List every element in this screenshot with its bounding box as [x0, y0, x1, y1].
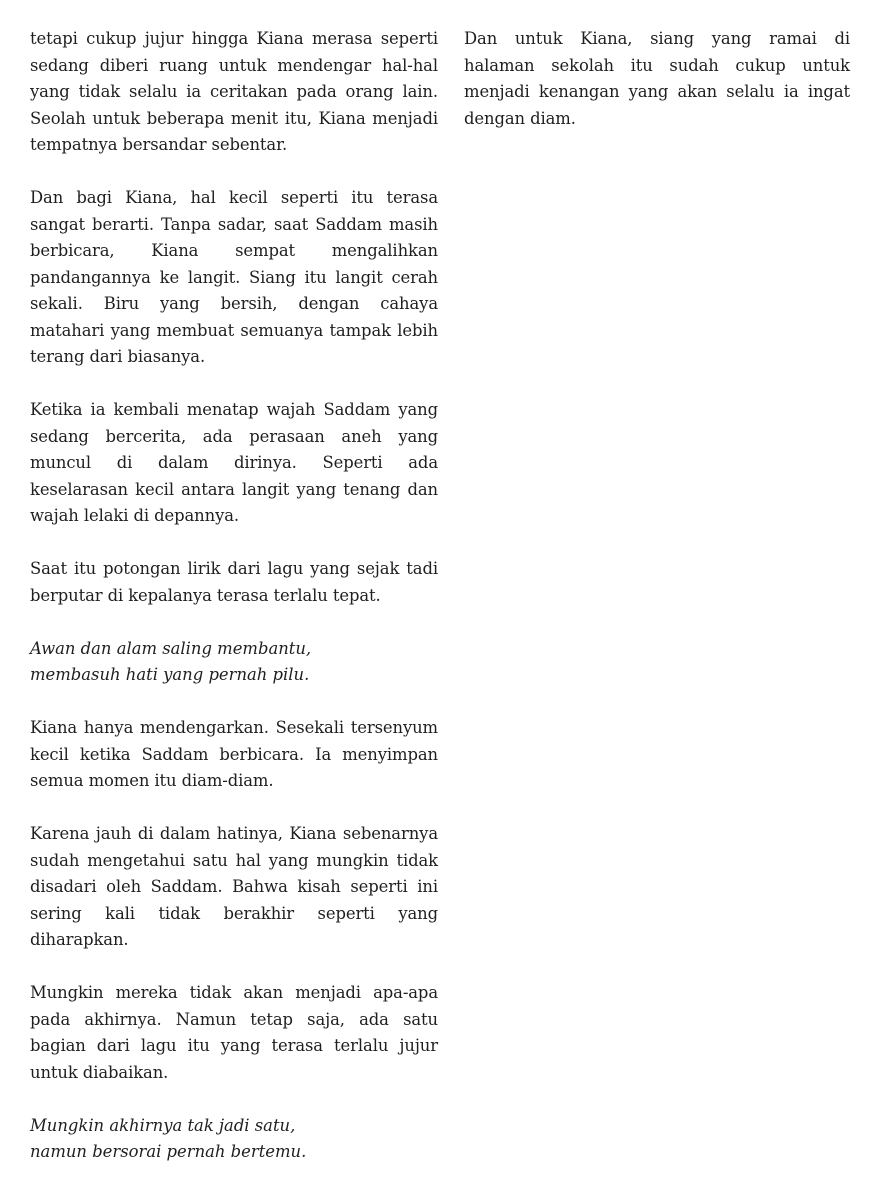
right-column: [464, 26, 850, 159]
left-column: [30, 26, 438, 1192]
paragraph: Ketika ia kembali menatap wajah Saddam yang sedang bercerita, ada perasaan aneh yang muncul di dalam dirinya. Seperti ada keselarasan kecil antara langit yang tenang dan wajah lelaki di depannya.: [30, 400, 438, 525]
paragraph: Saat itu potongan lirik dari lagu yang sejak tadi berputar di kepalanya terasa terlalu tepat.: [30, 559, 438, 605]
paragraph: Karena jauh di dalam hatinya, Kiana sebenarnya sudah mengetahui satu hal yang mungkin tidak disadari oleh Saddam. Bahwa kisah seperti ini sering kali tidak berakhir seperti yang diharapkan.: [30, 824, 438, 949]
lyric-line: namun bersorai pernah bertemu.: [30, 1142, 307, 1161]
paragraph: tetapi cukup jujur hingga Kiana merasa seperti sedang diberi ruang untuk mendengar hal-hal yang tidak selalu ia ceritakan pada orang lain. Seolah untuk beberapa menit itu, Kiana menjadi tempatnya bersandar sebentar.: [30, 29, 438, 154]
paragraph: Dan bagi Kiana, hal kecil seperti itu terasa sangat berarti. Tanpa sadar, saat Saddam masih berbicara, Kiana sempat mengalihkan pandangannya ke langit. Siang itu langit cerah sekali. Biru yang bersih, dengan cahaya matahari yang membuat semuanya tampak lebih terang dari biasanya.: [30, 188, 438, 366]
paragraph: Kiana hanya mendengarkan. Sesekali tersenyum kecil ketika Saddam berbicara. Ia menyimpan semua momen itu diam-diam.: [30, 718, 438, 790]
lyric-verse: [30, 1113, 438, 1166]
lyric-line: Mungkin akhirnya tak jadi satu,: [30, 1115, 296, 1135]
lyric-verse: [30, 636, 438, 689]
paragraph: Dan untuk Kiana, siang yang ramai di halaman sekolah itu sudah cukup untuk menjadi kenangan yang akan selalu ia ingat dengan diam.: [464, 29, 850, 128]
lyric-line: Awan dan alam saling membantu,: [30, 638, 312, 658]
lyric-line: membasuh hati yang pernah pilu.: [30, 665, 310, 684]
paragraph: Mungkin mereka tidak akan menjadi apa-apa pada akhirnya. Namun tetap saja, ada satu bagian dari lagu itu yang terasa terlalu jujur untuk diabaikan.: [30, 983, 438, 1082]
